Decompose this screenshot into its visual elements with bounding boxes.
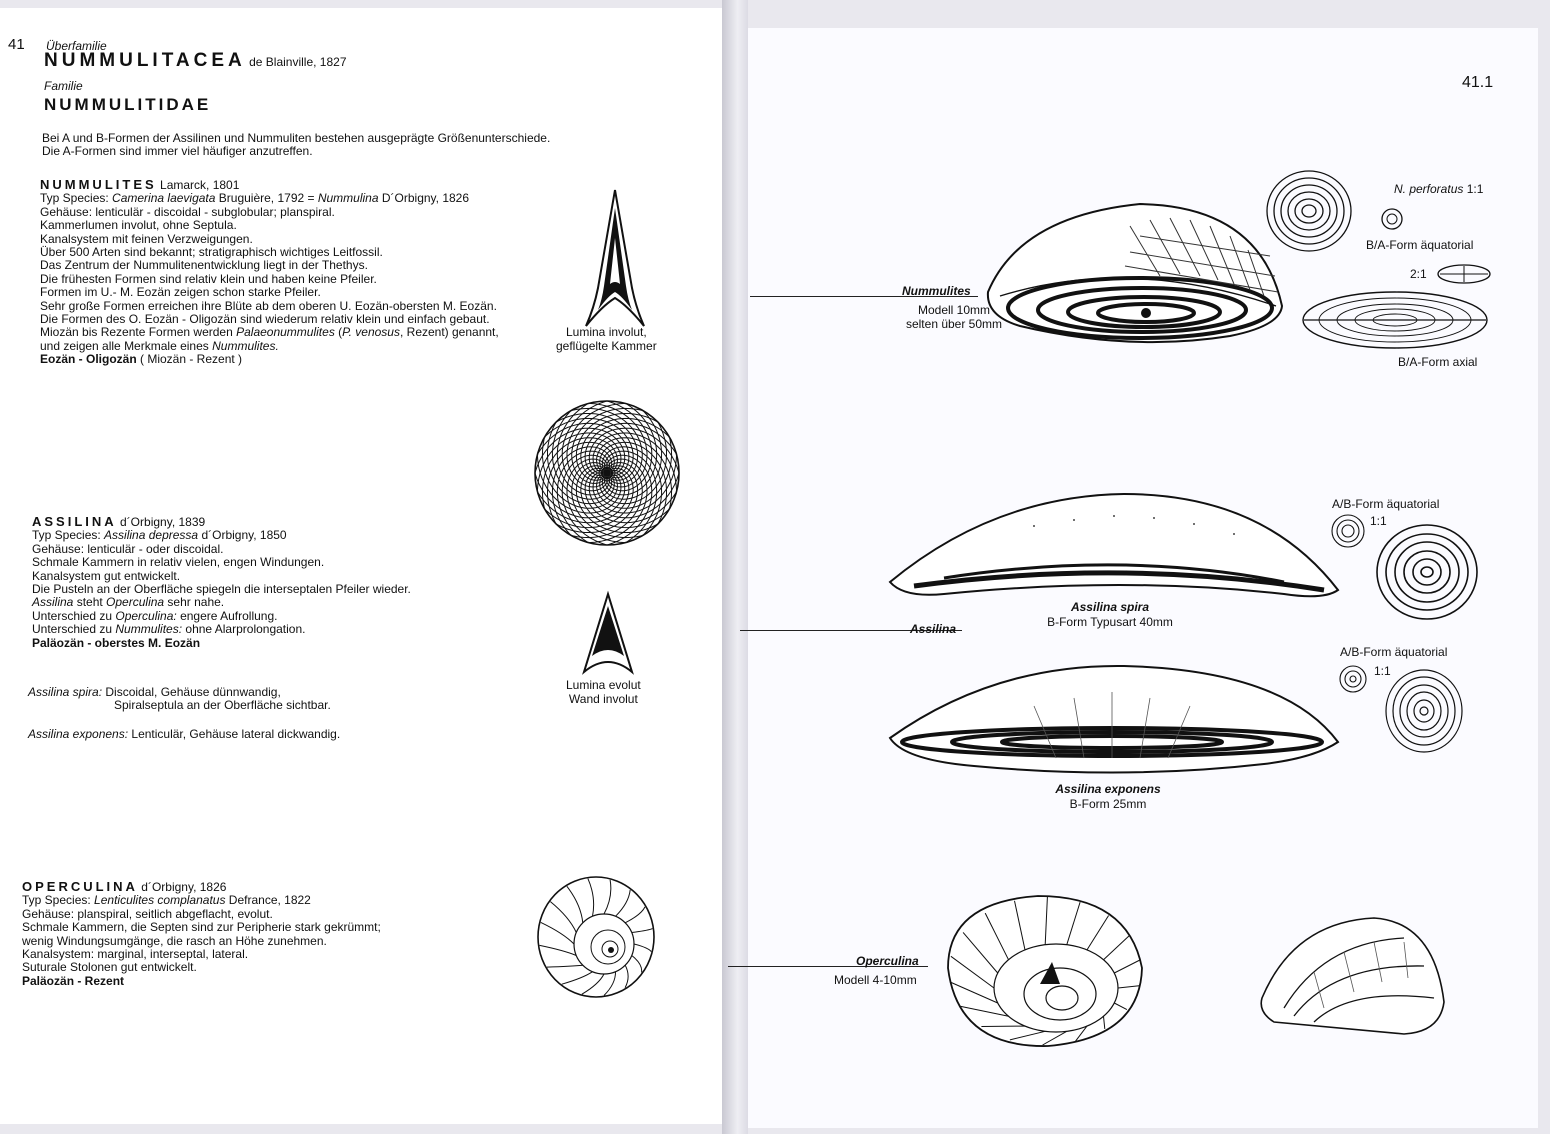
description-line: Gehäuse: lenticulär - discoidal - subglobular; planspiral. (40, 204, 335, 219)
sublabel-line: selten über 50mm (905, 317, 1003, 331)
description-line: Kanalsystem: marginal, interseptal, lateral. (22, 947, 249, 962)
species-text: Lenticulär, Gehäuse lateral dickwandig. (128, 727, 341, 741)
operculina-model-figure (928, 888, 1148, 1052)
assilina-section (32, 515, 411, 650)
axial-small-figure (1436, 262, 1492, 286)
intro-line: Die A-Formen sind immer viel häufiger anzutreffen. (42, 144, 313, 159)
last-line-name: Nummulites. (212, 338, 279, 353)
exponens-name-label: Assilina exponens (1055, 782, 1161, 796)
nummulites-sublabel (894, 303, 1014, 331)
type-species-suffix: d´Orbigny, 1850 (198, 528, 287, 543)
genus-author: d´Orbigny, 1839 (120, 515, 206, 529)
diff-name: Operculina: (115, 608, 177, 623)
operculina-sub-label: Modell 4-10mm (834, 973, 917, 987)
description-line (32, 623, 411, 636)
ba-axial-figure (1300, 288, 1490, 352)
evolute-chamber-figure (578, 592, 638, 676)
species-text: Spiralseptula an der Oberfläche sichtbar. (114, 698, 331, 713)
description-line: Kammerlumen involut, ohne Septula. (40, 218, 237, 233)
description-line: Gehäuse: planspiral, seitlich abgeflacht, evolut. (22, 906, 273, 921)
description-line: wenig Windungsumgänge, die rasch an Höhe zunehmen. (22, 933, 327, 948)
scale-label: 1:1 (1463, 182, 1484, 196)
perforatus-label (1394, 182, 1483, 196)
superfamily-heading (44, 50, 347, 71)
description-line: Kanalsystem mit feinen Verzweigungen. (40, 231, 253, 246)
type-species-prefix: Typ Species: (22, 893, 95, 908)
assilina-exponens-note (28, 728, 340, 741)
superfamily-name: NUMMULITACEA (44, 50, 246, 71)
type-species-name: Lenticulites complanatus (94, 893, 226, 908)
palaeo-paren-close: , Rezent) genannt, (399, 325, 499, 340)
ba-axial-label: B/A-Form axial (1398, 355, 1478, 369)
genus-name: ASSILINA (32, 514, 117, 529)
range-line: Paläozän - oberstes M. Eozän (32, 635, 201, 650)
description-line: Kanalsystem gut entwickelt. (32, 568, 181, 583)
operculina-section-figure (1254, 912, 1450, 1038)
ab-equatorial-large-figure-1 (1374, 522, 1480, 622)
type-species-name: Camerina laevigata (112, 191, 216, 206)
book-spine (722, 0, 748, 1134)
type-species-prefix: Typ Species: (32, 528, 105, 543)
diff-name: Nummulites: (115, 622, 183, 637)
assilina-spira-figure (884, 486, 1344, 606)
diff-rest: ohne Alarprolongation. (182, 622, 306, 637)
type-species-mid: Bruguière, 1792 = (215, 191, 318, 206)
range-line (40, 353, 499, 366)
assilina-spira-note (28, 686, 331, 713)
scale-label-1: 1:1 (1370, 514, 1387, 528)
type-species-line (32, 529, 411, 542)
species-name: N. perforatus (1394, 182, 1464, 196)
type-species-name: Assilina depressa (104, 528, 199, 543)
ref-end: sehr nahe. (164, 595, 225, 610)
superfamily-label: Überfamilie (46, 39, 107, 53)
species-name: Assilina spira: (28, 685, 103, 699)
description-line (40, 326, 499, 339)
nummulites-label: Nummulites (902, 284, 971, 298)
type-species-suffix: D´Orbigny, 1826 (378, 191, 470, 206)
genus-name: NUMMULITES (40, 177, 157, 192)
range-bold: Eozän - Oligozän (40, 352, 137, 367)
genus-author: d´Orbigny, 1826 (141, 880, 227, 894)
description-line (32, 610, 411, 623)
winged-chamber-figure (580, 188, 650, 328)
palaeo-prefix: Miozän bis Rezente Formen werden (40, 325, 237, 340)
left-page-number: 41 (8, 36, 25, 53)
description-line: Sehr große Formen erreichen ihre Blüte ab dem oberen U. Eozän-obersten M. Eozän. (40, 298, 497, 313)
nummulites-model-figure (980, 196, 1290, 356)
description-line: Das Zentrum der Nummulitenentwicklung liegt in der Thethys. (40, 258, 368, 273)
type-species-suffix: Defrance, 1822 (225, 893, 311, 908)
ab-equatorial-label-1: A/B-Form äquatorial (1332, 497, 1440, 511)
family-label: Familie (44, 79, 83, 93)
description-line (40, 340, 499, 353)
type-species-prefix: Typ Species: (40, 191, 113, 206)
assilina-label: Assilina (910, 622, 957, 636)
exponens-sub-label: B-Form 25mm (1069, 797, 1147, 811)
palaeo-name: Palaeonummulites (236, 325, 335, 340)
type-species-line (40, 192, 499, 205)
ab-equatorial-label-2: A/B-Form äquatorial (1340, 645, 1448, 659)
caption-line: geflügelte Kammer (556, 339, 657, 353)
spiral-disc-figure (532, 398, 682, 548)
species-text: Discoidal, Gehäuse dünnwandig, (102, 685, 281, 699)
caption-line: Wand involut (568, 692, 638, 706)
intro-line: Bei A und B-Formen der Assilinen und Nummuliten bestehen ausgeprägte Größenunterschiede. (42, 131, 551, 145)
operculina-label: Operculina (856, 954, 919, 968)
type-species-line (22, 894, 381, 907)
last-line-prefix: und zeigen alle Merkmale eines (40, 338, 213, 353)
superfamily-author: de Blainville, 1827 (249, 55, 347, 69)
species-name: Assilina exponens: (28, 727, 129, 741)
genus-name: OPERCULINA (22, 879, 138, 894)
operculina-shell-figure (534, 874, 658, 1000)
caption-line: Lumina involut, (566, 325, 647, 339)
genus-author: Lamarck, 1801 (160, 178, 240, 192)
range-rest: ( Miozän - Rezent ) (136, 352, 243, 367)
description-line (32, 596, 411, 609)
palaeo-species: P. venosus (342, 325, 400, 340)
intro-text (42, 132, 550, 159)
ab-equatorial-large-figure-2 (1384, 668, 1464, 754)
right-page-number: 41.1 (1462, 74, 1494, 91)
winged-chamber-caption (556, 325, 657, 353)
spira-sub-label: B-Form Typusart 40mm (1047, 615, 1173, 629)
perforatus-small-figure (1380, 207, 1404, 231)
genus-ref: Assilina (32, 595, 74, 610)
genus-ref: Operculina (106, 595, 165, 610)
ref-mid: steht (73, 595, 107, 610)
assilina-exponens-figure (884, 662, 1344, 780)
sublabel-line: Modell 10mm (917, 303, 991, 317)
family-name: NUMMULITIDAE (44, 95, 212, 114)
range-line: Paläozän - Rezent (22, 973, 125, 988)
description-line: Suturale Stolonen gut entwickelt. (22, 960, 197, 975)
caption-line: Lumina evolut (566, 678, 641, 692)
ratio-label: 2:1 (1410, 267, 1427, 281)
evolute-chamber-caption (566, 678, 641, 706)
ab-equatorial-small-figure-2 (1338, 664, 1368, 694)
scale-label-2: 1:1 (1374, 664, 1391, 678)
diff-rest: engere Aufrollung. (176, 608, 278, 623)
palaeo-paren-open: ( (334, 325, 343, 340)
description-line: Die Formen des O. Eozän - Oligozän sind wiederum relativ klein und einfach gebaut. (40, 312, 490, 327)
perforatus-equatorial-figure (1264, 168, 1354, 254)
operculina-section (22, 880, 381, 988)
ab-equatorial-small-figure-1 (1330, 512, 1366, 550)
spira-name-label: Assilina spira (1070, 600, 1150, 614)
nummulites-section (40, 178, 499, 367)
description-line: Formen im U.- M. Eozän zeigen schon starke Pfeiler. (40, 285, 321, 300)
description-line: Gehäuse: lenticulär - oder discoidal. (32, 541, 224, 556)
diff-prefix: Unterschied zu (32, 622, 116, 637)
type-species-synonym: Nummulina (317, 191, 379, 206)
description-line: Schmale Kammern, die Septen sind zur Peripherie stark gekrümmt; (22, 920, 381, 935)
description-line: Über 500 Arten sind bekannt; stratigraphisch wichtiges Leitfossil. (40, 245, 383, 260)
description-line: Schmale Kammern in relativ vielen, engen Windungen. (32, 555, 325, 570)
description-line: Die Pusteln an der Oberfläche spiegeln die interseptalen Pfeiler wieder. (32, 582, 411, 597)
diff-prefix: Unterschied zu (32, 608, 116, 623)
description-line: Die frühesten Formen sind relativ klein und haben keine Pfeiler. (40, 271, 377, 286)
ba-equatorial-label: B/A-Form äquatorial (1366, 238, 1474, 252)
